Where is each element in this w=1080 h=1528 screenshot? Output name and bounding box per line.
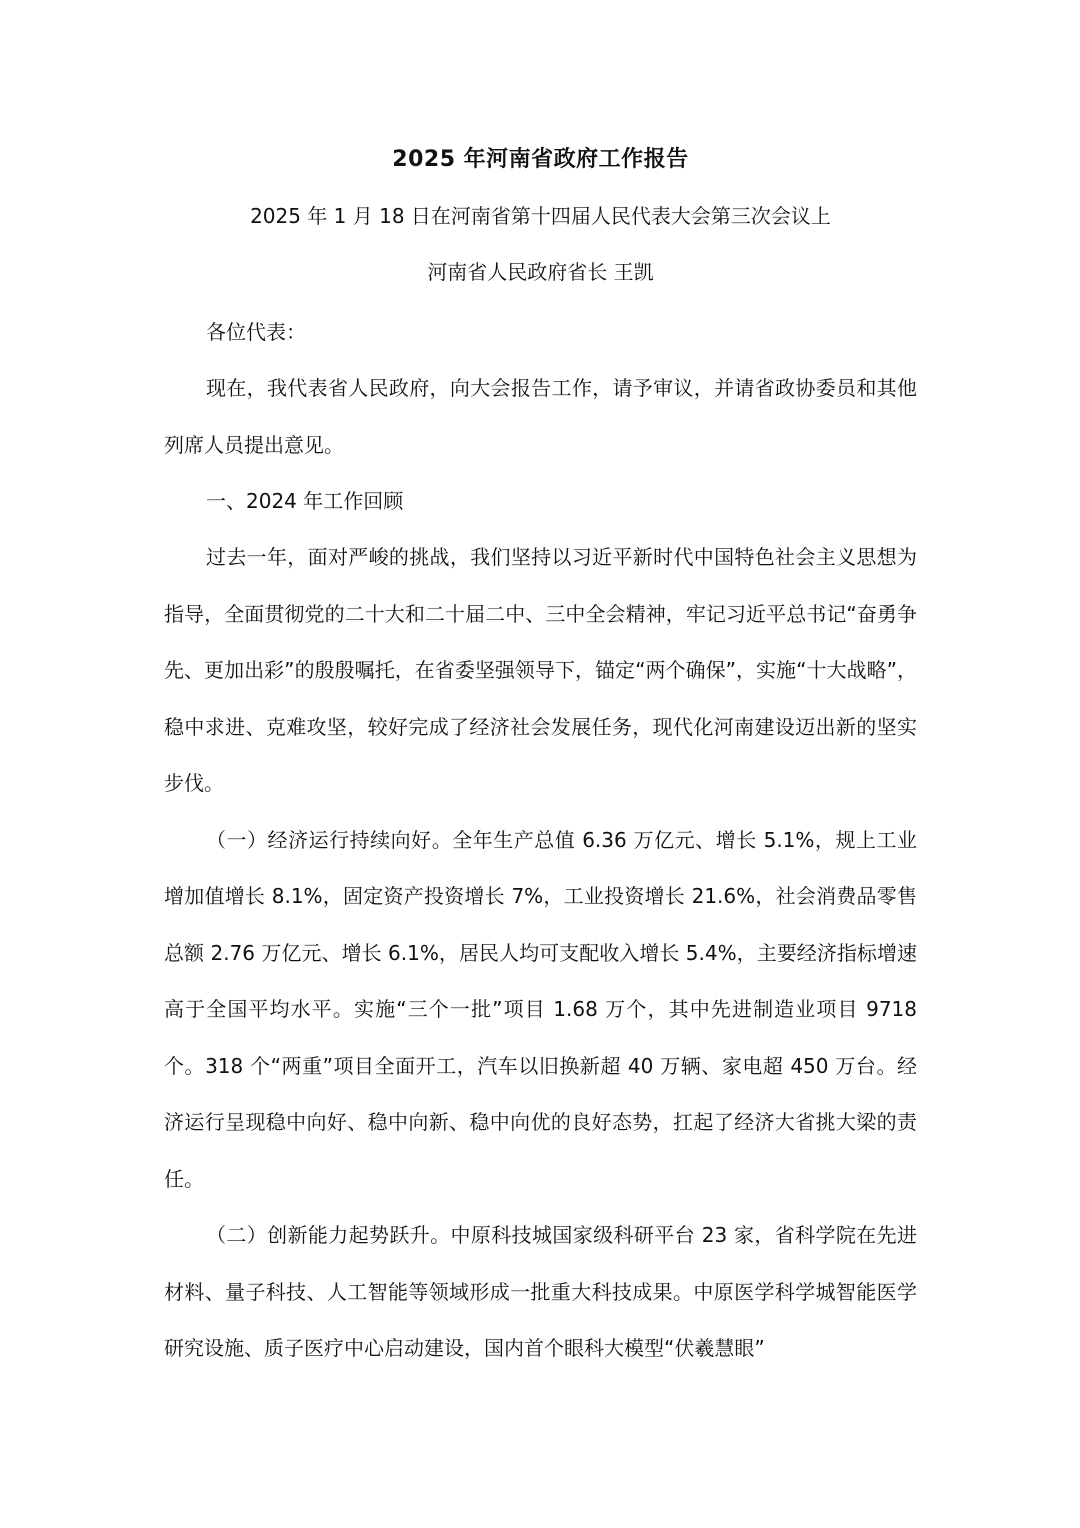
section-heading: 一、2024 年工作回顾 <box>206 489 404 513</box>
innovation-paragraph: （二）创新能力起势跃升。中原科技城国家级科研平台 23 家，省科学院在先进材料、量子科技、人工智能等领域形成一批重大科技成果。中原医学科学城智能医学研究设施、质子医疗中心启动建设，国内首个眼科大模型“伏羲慧眼” <box>164 1223 917 1360</box>
intro-paragraph: 现在，我代表省人民政府，向大会报告工作，请予审议，并请省政协委员和其他列席人员提出意见。 <box>164 376 917 457</box>
document-body <box>164 136 917 1377</box>
review-paragraph: 过去一年，面对严峻的挑战，我们坚持以习近平新时代中国特色社会主义思想为指导，全面贯彻党的二十大和二十届二中、三中全会精神，牢记习近平总书记“奋勇争先、更加出彩”的殷殷嘱托，在省委坚强领导下，锚定“两个确保”，实施“十大战略”，稳中求进、克难攻坚，较好完成了经济社会发展任务，现代化河南建设迈出新的坚实步伐。 <box>164 545 917 795</box>
document-author: 河南省人民政府省长 王凯 <box>427 260 654 284</box>
document-subtitle: 2025 年 1 月 18 日在河南省第十四届人民代表大会第三次会议上 <box>250 204 831 228</box>
document-title: 2025 年河南省政府工作报告 <box>392 147 689 172</box>
economy-paragraph: （一）经济运行持续向好。全年生产总值 6.36 万亿元、增长 5.1%，规上工业增加值增长 8.1%，固定资产投资增长 7%，工业投资增长 21.6%，社会消费品零售总额 2.76 万亿元、增长 6.1%，居民人均可支配收入增长 5.4%，主要经济指标增速高于全国平均水平。实施“三个一批”项目 1.68 万个，其中先进制造业项目 9718 个。318 个“两重”项目全面开工，汽车以旧换新超 40 万辆、家电超 450 万台。经济运行呈现稳中向好、稳中向新、稳中向优的良好态势，扛起了经济大省挑大梁的责任。 <box>164 827 917 1191</box>
salutation: 各位代表： <box>206 320 306 344</box>
